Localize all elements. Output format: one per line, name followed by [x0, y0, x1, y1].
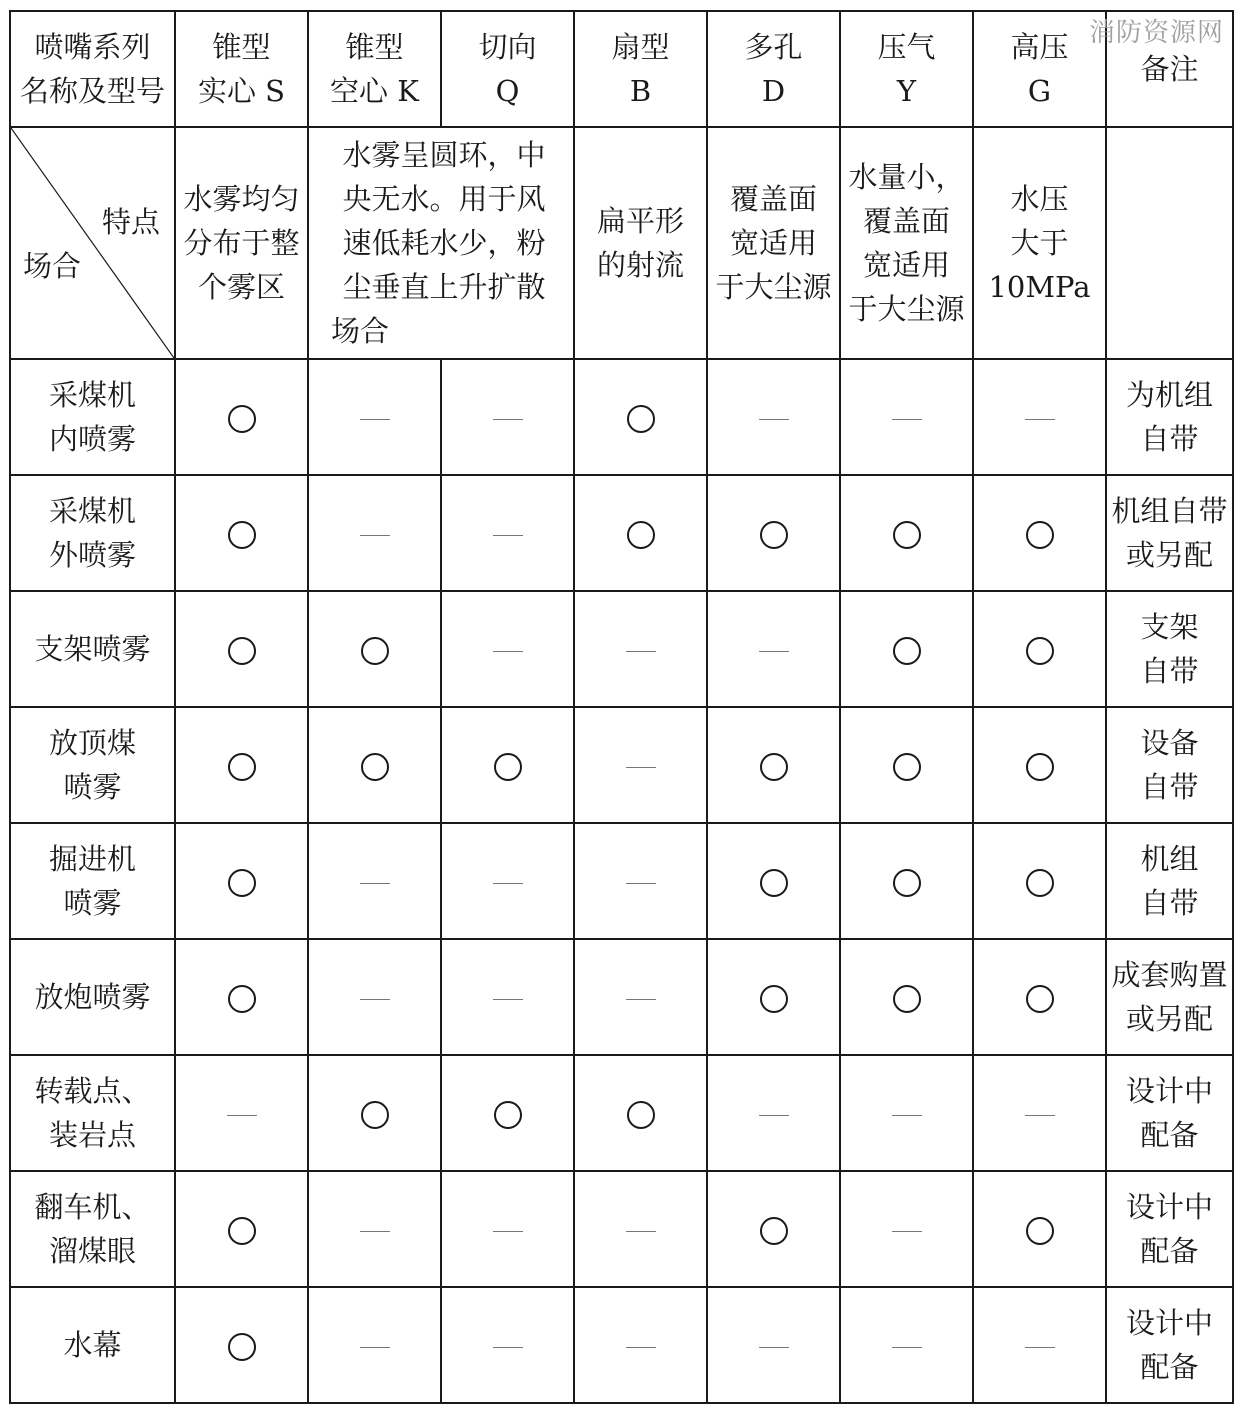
- applicable-circle-icon: [893, 637, 921, 665]
- applicability-cell: [308, 359, 441, 475]
- applicable-circle-icon: [494, 1101, 522, 1129]
- table-row: [10, 475, 1233, 591]
- applicability-cell: [175, 1055, 308, 1171]
- applicability-cell: [840, 707, 973, 823]
- not-applicable-dash-icon: [1025, 1115, 1055, 1116]
- not-applicable-dash-icon: [759, 651, 789, 652]
- applicable-circle-icon: [1026, 1217, 1054, 1245]
- row-header-cell: 喷嘴系列 名称及型号: [10, 11, 175, 127]
- applicability-cell: [707, 475, 840, 591]
- applicability-cell: [973, 823, 1106, 939]
- applicable-circle-icon: [893, 521, 921, 549]
- not-applicable-dash-icon: [892, 1347, 922, 1348]
- not-applicable-dash-icon: [759, 419, 789, 420]
- not-applicable-dash-icon: [493, 1347, 523, 1348]
- not-applicable-dash-icon: [360, 535, 390, 536]
- corner-label-features: 特点: [101, 205, 160, 239]
- table-row: [10, 359, 1233, 475]
- applicability-cell: [707, 823, 840, 939]
- not-applicable-dash-icon: [892, 1115, 922, 1116]
- applicability-cell: [973, 591, 1106, 707]
- applicability-cell: [574, 1055, 707, 1171]
- applicable-circle-icon: [228, 637, 256, 665]
- applicability-cell: [973, 1055, 1106, 1171]
- applicable-circle-icon: [228, 869, 256, 897]
- applicability-cell: [308, 591, 441, 707]
- applicability-cell: [840, 359, 973, 475]
- note-cell: 设计中 配备: [1106, 1055, 1233, 1171]
- scenario-name: 转载点、 装岩点: [10, 1055, 175, 1171]
- not-applicable-dash-icon: [1025, 1347, 1055, 1348]
- note-cell: 设备 自带: [1106, 707, 1233, 823]
- feature-G: 水压 大于 10MPa: [973, 127, 1106, 359]
- not-applicable-dash-icon: [1025, 419, 1055, 420]
- applicable-circle-icon: [893, 753, 921, 781]
- applicability-cell: [441, 707, 574, 823]
- applicability-cell: [574, 1171, 707, 1287]
- table-row: [10, 1287, 1233, 1403]
- applicability-cell: [973, 475, 1106, 591]
- applicability-cell: [308, 707, 441, 823]
- not-applicable-dash-icon: [892, 1231, 922, 1232]
- applicability-cell: [973, 1171, 1106, 1287]
- not-applicable-dash-icon: [360, 419, 390, 420]
- scenario-name: 采煤机 外喷雾: [10, 475, 175, 591]
- col-header-G: 高压 G: [973, 11, 1106, 127]
- scenario-name: 放顶煤 喷雾: [10, 707, 175, 823]
- not-applicable-dash-icon: [759, 1115, 789, 1116]
- applicability-cell: [840, 475, 973, 591]
- not-applicable-dash-icon: [626, 1231, 656, 1232]
- not-applicable-dash-icon: [626, 767, 656, 768]
- applicability-cell: [175, 1171, 308, 1287]
- applicability-cell: [441, 1055, 574, 1171]
- feature-B: 扁平形 的射流: [574, 127, 707, 359]
- applicable-circle-icon: [1026, 637, 1054, 665]
- applicability-cell: [175, 359, 308, 475]
- feature-KQ: 水雾呈圆环，中央无水。用于风速低耗水少，粉尘垂直上升扩散场合: [308, 127, 574, 359]
- note-cell: 为机组 自带: [1106, 359, 1233, 475]
- applicability-cell: [175, 1287, 308, 1403]
- note-cell: 支架 自带: [1106, 591, 1233, 707]
- nozzle-spec-table: [9, 10, 1234, 1404]
- not-applicable-dash-icon: [360, 883, 390, 884]
- not-applicable-dash-icon: [493, 883, 523, 884]
- col-header-D: 多孔 D: [707, 11, 840, 127]
- not-applicable-dash-icon: [626, 883, 656, 884]
- applicability-cell: [973, 1287, 1106, 1403]
- applicable-circle-icon: [228, 1217, 256, 1245]
- not-applicable-dash-icon: [626, 651, 656, 652]
- not-applicable-dash-icon: [493, 1231, 523, 1232]
- applicability-cell: [840, 1055, 973, 1171]
- applicability-cell: [308, 939, 441, 1055]
- applicable-circle-icon: [760, 521, 788, 549]
- col-header-B: 扇型 B: [574, 11, 707, 127]
- applicable-circle-icon: [228, 1333, 256, 1361]
- scenario-name: 放炮喷雾: [10, 939, 175, 1055]
- applicability-cell: [441, 939, 574, 1055]
- applicable-circle-icon: [760, 1217, 788, 1245]
- applicable-circle-icon: [228, 753, 256, 781]
- applicable-circle-icon: [627, 405, 655, 433]
- col-header-K: 锥型 空心 K: [308, 11, 441, 127]
- header-row: [10, 11, 1233, 127]
- applicable-circle-icon: [627, 521, 655, 549]
- applicability-cell: [308, 475, 441, 591]
- applicability-cell: [973, 939, 1106, 1055]
- applicability-cell: [707, 1171, 840, 1287]
- applicability-cell: [441, 823, 574, 939]
- not-applicable-dash-icon: [493, 535, 523, 536]
- applicability-cell: [973, 707, 1106, 823]
- note-cell: 成套购置 或另配: [1106, 939, 1233, 1055]
- applicability-cell: [441, 591, 574, 707]
- not-applicable-dash-icon: [626, 1347, 656, 1348]
- applicable-circle-icon: [760, 753, 788, 781]
- applicable-circle-icon: [361, 753, 389, 781]
- applicability-cell: [308, 1171, 441, 1287]
- applicable-circle-icon: [1026, 521, 1054, 549]
- applicability-cell: [175, 475, 308, 591]
- applicability-cell: [574, 359, 707, 475]
- applicability-cell: [574, 591, 707, 707]
- note-cell: 设计中 配备: [1106, 1287, 1233, 1403]
- scenario-name: 支架喷雾: [10, 591, 175, 707]
- applicability-cell: [574, 939, 707, 1055]
- applicable-circle-icon: [893, 869, 921, 897]
- applicable-circle-icon: [361, 1101, 389, 1129]
- feature-note: [1106, 127, 1233, 359]
- table-row: [10, 707, 1233, 823]
- applicable-circle-icon: [893, 985, 921, 1013]
- applicability-cell: [574, 823, 707, 939]
- diagonal-corner-cell: [10, 127, 175, 359]
- applicable-circle-icon: [228, 985, 256, 1013]
- feature-D: 覆盖面 宽适用 于大尘源: [707, 127, 840, 359]
- applicability-cell: [840, 591, 973, 707]
- feature-S: 水雾均匀 分布于整 个雾区: [175, 127, 308, 359]
- col-header-Q: 切向 Q: [441, 11, 574, 127]
- applicability-cell: [175, 939, 308, 1055]
- applicability-cell: [840, 1171, 973, 1287]
- applicable-circle-icon: [494, 753, 522, 781]
- not-applicable-dash-icon: [626, 999, 656, 1000]
- table-row: [10, 591, 1233, 707]
- applicable-circle-icon: [760, 985, 788, 1013]
- applicable-circle-icon: [1026, 869, 1054, 897]
- not-applicable-dash-icon: [493, 419, 523, 420]
- not-applicable-dash-icon: [360, 1231, 390, 1232]
- feature-Y: 水量小， 覆盖面 宽适用 于大尘源: [840, 127, 973, 359]
- applicable-circle-icon: [361, 637, 389, 665]
- applicability-cell: [707, 939, 840, 1055]
- applicability-cell: [574, 1287, 707, 1403]
- applicable-circle-icon: [228, 405, 256, 433]
- applicability-cell: [441, 475, 574, 591]
- table-row: [10, 939, 1233, 1055]
- scenario-name: 水幕: [10, 1287, 175, 1403]
- not-applicable-dash-icon: [759, 1347, 789, 1348]
- applicable-circle-icon: [1026, 985, 1054, 1013]
- note-cell: 机组自带 或另配: [1106, 475, 1233, 591]
- applicability-cell: [441, 1171, 574, 1287]
- col-header-note: 备注: [1106, 11, 1233, 127]
- not-applicable-dash-icon: [360, 1347, 390, 1348]
- not-applicable-dash-icon: [892, 419, 922, 420]
- applicability-cell: [840, 823, 973, 939]
- applicability-cell: [707, 591, 840, 707]
- applicability-cell: [441, 1287, 574, 1403]
- applicability-cell: [840, 939, 973, 1055]
- applicability-cell: [707, 1287, 840, 1403]
- not-applicable-dash-icon: [493, 999, 523, 1000]
- applicability-cell: [175, 707, 308, 823]
- applicability-cell: [973, 359, 1106, 475]
- scenario-name: 采煤机 内喷雾: [10, 359, 175, 475]
- applicable-circle-icon: [760, 869, 788, 897]
- applicability-cell: [175, 823, 308, 939]
- applicability-cell: [308, 823, 441, 939]
- scenario-name: 掘进机 喷雾: [10, 823, 175, 939]
- applicability-cell: [840, 1287, 973, 1403]
- watermark: 消防资源网: [1088, 18, 1224, 48]
- applicability-cell: [707, 1055, 840, 1171]
- applicability-cell: [574, 475, 707, 591]
- note-cell: 机组 自带: [1106, 823, 1233, 939]
- col-header-S: 锥型 实心 S: [175, 11, 308, 127]
- not-applicable-dash-icon: [360, 999, 390, 1000]
- not-applicable-dash-icon: [227, 1115, 257, 1116]
- scenario-name: 翻车机、 溜煤眼: [10, 1171, 175, 1287]
- applicability-cell: [707, 707, 840, 823]
- applicability-cell: [707, 359, 840, 475]
- col-header-Y: 压气 Y: [840, 11, 973, 127]
- applicability-cell: [308, 1287, 441, 1403]
- applicable-circle-icon: [228, 521, 256, 549]
- applicability-cell: [308, 1055, 441, 1171]
- applicability-cell: [441, 359, 574, 475]
- table-row: [10, 823, 1233, 939]
- note-cell: 设计中 配备: [1106, 1171, 1233, 1287]
- table-row: [10, 1171, 1233, 1287]
- corner-label-scenarios: 场合: [23, 249, 82, 283]
- applicability-cell: [574, 707, 707, 823]
- table-row: [10, 1055, 1233, 1171]
- applicability-cell: [175, 591, 308, 707]
- feature-row: [10, 127, 1233, 359]
- not-applicable-dash-icon: [493, 651, 523, 652]
- scenario-rows: [10, 359, 1233, 1403]
- applicable-circle-icon: [1026, 753, 1054, 781]
- applicable-circle-icon: [627, 1101, 655, 1129]
